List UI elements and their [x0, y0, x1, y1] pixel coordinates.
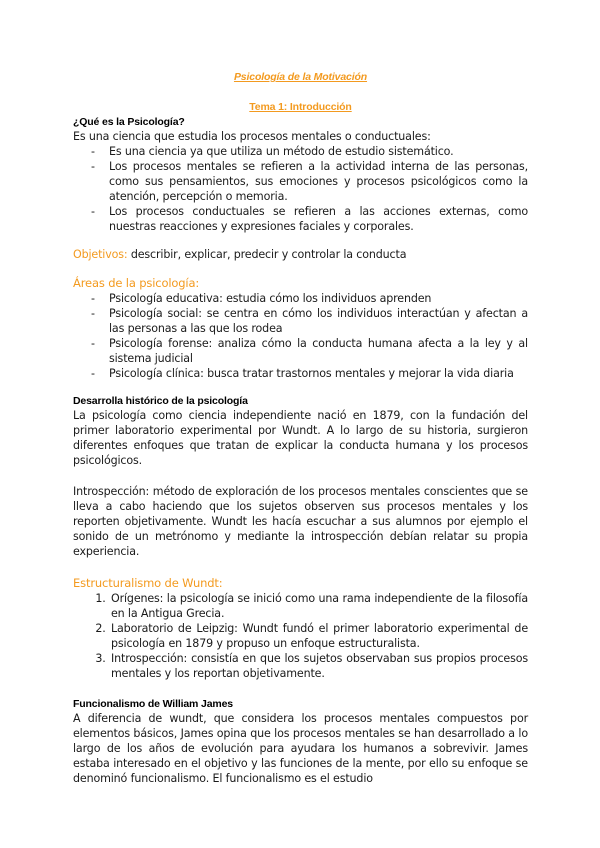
topic-title: Tema 1: Introducción — [249, 101, 352, 113]
objetivos-label: Objetivos: — [73, 248, 128, 261]
areas-list — [73, 291, 528, 381]
historico-paragraph-2: Introspección: método de exploración de los procesos mentales conscientes que se lleva a cabo haciendo que los sujetos observen sus procesos mentales y los reporten objetivamente. Wundt les hacía escuchar a sus alumnos por ejemplo el sonido de un metrónomo y mediante la introspección debían relatar su propia experiencia. — [73, 485, 528, 558]
list-item: - Psicología forense: analiza cómo la conducta humana afecta a la ley y al sistema judicial — [109, 336, 528, 366]
funcionalismo-paragraph: A diferencia de wundt, que considera los procesos mentales compuestos por elementos básicos, James opina que los procesos mentales se han desarrollado a lo largo de los años de evolución para ayudara los humanos a sobrevivir. James estaba interesado en el objetivo y las funciones de la mente, por ello su enfoque se denominó funcionalismo. El funcionalismo es el estudio — [73, 712, 528, 785]
list-item: - Psicología educativa: estudia cómo los individuos aprenden — [109, 291, 528, 306]
que-es-intro: Es una ciencia que estudia los procesos mentales o conductuales: — [73, 130, 431, 143]
section-heading-estructuralismo: Estructuralismo de Wundt: — [73, 576, 223, 590]
document-page — [73, 70, 528, 786]
list-item: - Los procesos conductuales se refieren a las acciones externas, como nuestras reacciones y expresiones faciales y corporales. — [109, 204, 528, 234]
objetivos-line — [73, 247, 528, 262]
list-item: - Es una ciencia ya que utiliza un método de estudio sistemático. — [109, 144, 528, 159]
objetivos-text: describir, explicar, predecir y controlar la conducta — [127, 248, 407, 261]
section-heading-historico: Desarrolla histórico de la psicología — [73, 395, 248, 407]
section-heading-areas: Áreas de la psicología: — [73, 276, 200, 290]
list-item: - Psicología social: se centra en cómo los individuos interactúan y afectan a las personas a las que los rodea — [109, 306, 528, 336]
que-es-list — [73, 144, 528, 234]
list-item: 2. Laboratorio de Leipzig: Wundt fundó el primer laboratorio experimental de psicología en 1879 y propuso un enfoque estructuralista. — [109, 621, 528, 651]
historico-paragraph-1: La psicología como ciencia independiente nació en 1879, con la fundación del primer laboratorio experimental por Wundt. A lo largo de su historia, surgieron diferentes enfoques que tratan de explicar la conducta humana y los procesos psicológicos. — [73, 409, 528, 467]
list-item: 1. Orígenes: la psicología se inició como una rama independiente de la filosofía en la Antigua Grecia. — [109, 591, 528, 621]
document-title: Psicología de la Motivación — [233, 71, 368, 83]
section-heading-que-es: ¿Qué es la Psicología? — [73, 116, 185, 128]
list-item: - Psicología clínica: busca tratar trastornos mentales y mejorar la vida diaria — [109, 366, 528, 381]
section-heading-funcionalismo: Funcionalismo de William James — [73, 698, 233, 710]
list-item: 3. Introspección: consistía en que los sujetos observaban sus propios procesos mentales y los reportan objetivamente. — [109, 651, 528, 681]
estructuralismo-list — [73, 591, 528, 681]
list-item: - Los procesos mentales se refieren a la actividad interna de las personas, como sus pensamientos, sus emociones y procesos psicológicos como la atención, percepción o memoria. — [109, 159, 528, 204]
